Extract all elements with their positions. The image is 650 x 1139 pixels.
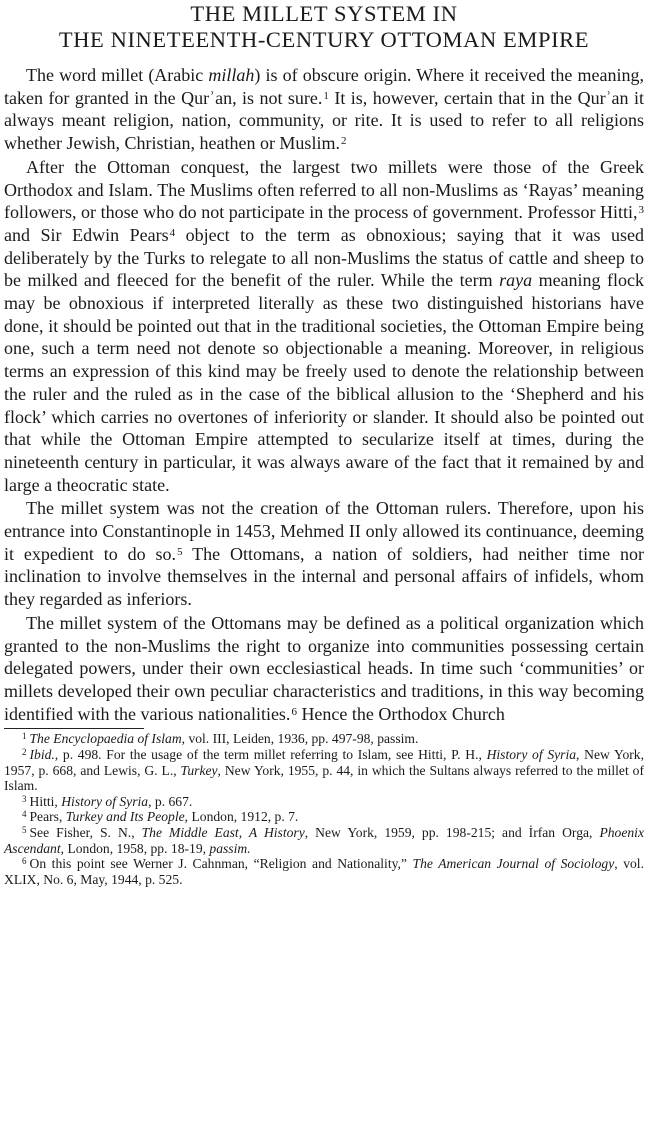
footnote-number: 4 — [22, 809, 27, 820]
footnote-number: 6 — [22, 856, 27, 867]
footnote-text: Pears, — [29, 809, 66, 825]
paragraph-text: meaning flock may be obnoxious if interpreted literally as these two distinguished historians have done, it should be pointed out that in the traditional societies, the Ottoman Empire being one, such a term need not denote so objectionable a meaning. Moreover, in religious terms an expression of this kind may be freely used to denote the relationship between the ruler and the ruled as in the case of the biblical allusion to the ‘Shepherd and his flock’ which carries no overtones of inferiority or slander. It should also be pointed out that while the Ottoman Empire attempted to secularize itself at times, during the nineteenth century in particular, it was always aware of the fact that it remained by and large a theocratic state. — [4, 270, 644, 495]
footnote-ref-5[interactable]: 5 — [177, 545, 183, 558]
paragraph-text: It is, however, certain that in the Qurʾan it always meant religion, nation, community, or rite. It is used to refer to all religions whether Jewish, Christian, heathen or Muslim. — [4, 87, 644, 154]
paragraph-1 — [4, 64, 644, 155]
footnote-text: , New York, 1959, pp. 198-215; and İrfan Orga, — [304, 824, 600, 840]
paragraph-3 — [4, 497, 644, 611]
footnote-number: 1 — [22, 731, 27, 742]
chapter-title — [4, 1, 644, 53]
body-text — [4, 64, 644, 725]
footnote-6 — [4, 856, 644, 887]
paragraph-text: After the Ottoman conquest, the largest two millets were those of the Greek Orthodox and Islam. The Muslims often referred to all non-Muslims as ‘Rayas’ meaning followers, or those who do not participate in the process of government. Professor Hitti, — [4, 156, 644, 223]
italic-term: raya — [499, 270, 533, 291]
footnote-number: 5 — [22, 824, 27, 835]
footnote-italic: The Encyclopaedia of Islam — [29, 731, 182, 747]
footnote-text: , vol. XLIX, No. 6, May, 1944, p. 525. — [4, 856, 644, 887]
footnote-text: , London, 1958, pp. 18-19, — [60, 840, 210, 856]
footnote-text: , New York, 1957, p. 668, and Lewis, G. L., — [4, 746, 644, 778]
footnote-italic: Turkey — [180, 762, 218, 778]
footnotes — [4, 731, 644, 887]
footnote-number: 2 — [22, 746, 27, 757]
footnote-number: 3 — [22, 793, 27, 804]
footnote-italic: passim. — [209, 840, 251, 856]
paragraph-text: The word millet (Arabic — [26, 65, 209, 85]
footnote-italic: The Middle East, A History — [141, 824, 305, 840]
footnote-1 — [4, 731, 644, 747]
paragraph-text: The millet system of the Ottomans may be defined as a political organization which granted to the non-Muslims the right to organize into communities possessing certain delegated powers, under their own ecclesiastical heads. In time such ‘communities’ or millets developed their own peculiar characteristics and traditions, in this way becoming identified with the various nationalities. — [4, 612, 644, 724]
footnote-text: , New York, 1955, p. 44, in which the Sultans always referred to the millet of Islam. — [4, 762, 644, 794]
italic-term: millah — [208, 65, 255, 85]
footnote-italic: The American Journal of Sociology — [412, 856, 615, 872]
footnote-text: , p. 667. — [148, 793, 193, 809]
footnote-text: , London, 1912, p. 7. — [184, 809, 299, 825]
paragraph-text: and Sir Edwin Pears — [4, 224, 169, 245]
paragraph-2 — [4, 156, 644, 497]
footnote-text: , p. 498. For the usage of the term millet referring to Islam, see Hitti, P. H., — [54, 746, 487, 762]
document-page — [0, 1, 650, 1139]
footnote-divider — [4, 728, 144, 729]
footnote-italic: Ibid. — [29, 746, 55, 762]
footnote-ref-1[interactable]: 1 — [323, 89, 329, 102]
footnote-ref-2[interactable]: 2 — [340, 135, 347, 148]
chapter-title-line-2: THE NINETEENTH-CENTURY OTTOMAN EMPIRE — [58, 27, 590, 52]
footnote-italic: Turkey and Its People — [65, 809, 185, 825]
footnote-ref-4[interactable]: 4 — [169, 226, 176, 239]
footnote-italic: Phoenix Ascendant — [4, 824, 644, 856]
footnote-4 — [4, 809, 644, 825]
footnote-text: Hitti, — [29, 793, 62, 809]
footnote-text: , vol. III, Leiden, 1936, pp. 497-98, passim. — [181, 731, 419, 747]
paragraph-text: The millet system was not the creation of the Ottoman rulers. Therefore, upon his entrance into Constantinople in 1453, Mehmed II only allowed its continuance, deeming it expedient to do so. — [4, 498, 644, 564]
footnote-text: See Fisher, S. N., — [29, 824, 142, 840]
paragraph-4 — [4, 612, 644, 726]
footnote-ref-3[interactable]: 3 — [638, 204, 644, 217]
footnote-italic: History of Syria — [61, 793, 149, 809]
footnote-2 — [4, 747, 644, 794]
paragraph-text: object to the term as obnoxious; saying that it was used deliberately by the Turks to relegate to all non-Muslims the status of cattle and sheep to be milked and fleeced for the benefit of the ruler. While the term — [4, 224, 644, 291]
footnote-italic: History of Syria — [486, 746, 577, 762]
footnote-text: On this point see Werner J. Cahnman, “Religion and Nationality,” — [29, 856, 413, 872]
paragraph-text: Hence the Orthodox Church — [296, 703, 505, 724]
footnote-3 — [4, 794, 644, 810]
chapter-title-line-1: THE MILLET SYSTEM IN — [190, 1, 458, 26]
paragraph-text: The Ottomans, a nation of soldiers, had neither time nor inclination to involve themselves in the internal and personal affairs of infidels, whom they regarded as inferiors. — [4, 543, 644, 610]
footnote-5 — [4, 825, 644, 856]
footnote-ref-6[interactable]: 6 — [291, 705, 297, 718]
paragraph-text: ) is of obscure origin. Where it received the meaning, taken for granted in the Qurʾan, is not sure. — [4, 65, 644, 108]
